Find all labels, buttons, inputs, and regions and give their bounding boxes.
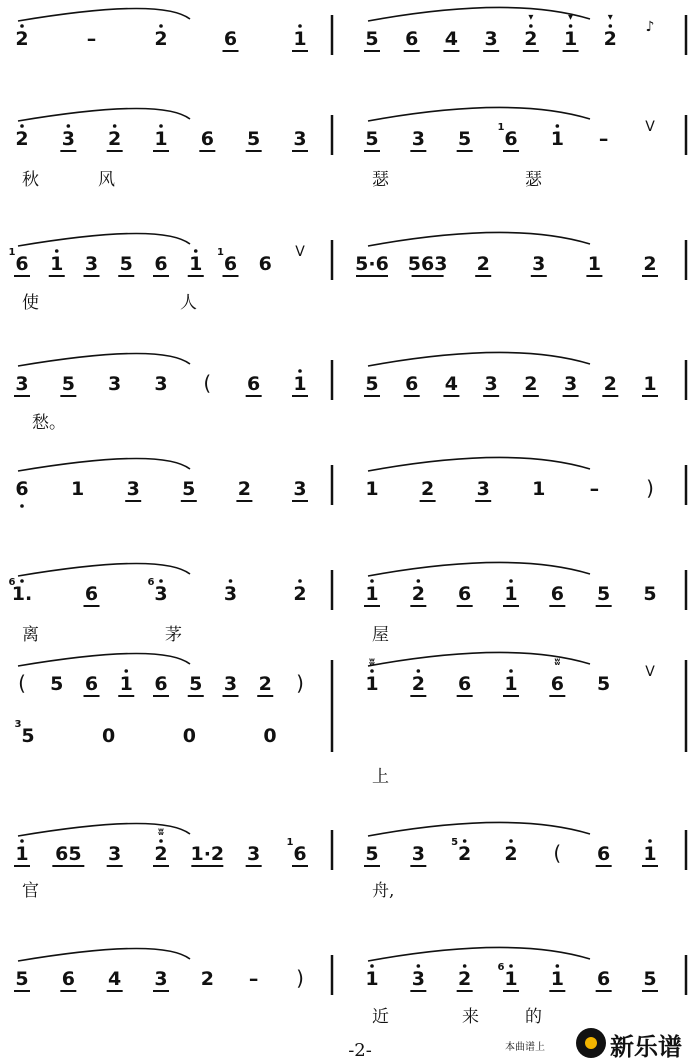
grace-note-n-row-2-seg-0-item-6: 1 (217, 247, 224, 258)
slur-right-row-0 (368, 7, 590, 21)
note-n-row-7-seg-1-item-6: 1 (643, 843, 657, 865)
octave-dot-n-row-6-seg-1-item-1 (417, 669, 421, 673)
lyric-row-2-word-0: 使 (22, 293, 39, 313)
slur-right-row-5 (368, 562, 590, 576)
note-n-row-4-seg-1-item-2: 3 (476, 478, 490, 500)
lyric-row-7-word-1: 舟, (372, 881, 395, 901)
paren-n-row-4-seg-1-item-5: ) (646, 476, 654, 500)
grace-note-n-row-5-seg-0-item-2: 6 (147, 577, 155, 588)
note-n-row-4-seg-0-item-4: 2 (237, 478, 252, 500)
note-n-row-1-seg-1-item-0: 5 (365, 128, 379, 150)
note-n-row-0-seg-1-item-1: 6 (405, 28, 419, 50)
octave-dot-n-row-8-seg-1-item-0 (370, 964, 374, 968)
lyric-row-5-word-1: 茅 (165, 625, 182, 645)
note-n-row-8-seg-1-item-2: 2 (458, 968, 472, 990)
note-n-row-5-seg-0-item-3: 3 (223, 583, 238, 605)
octave-dot-n-row-8-seg-1-item-1 (417, 964, 421, 968)
ornament-n-row-6-seg-1-item-4: ʬ (554, 657, 561, 668)
note-n-row-7-seg-1-item-1: 3 (411, 843, 425, 865)
grace-note-n-row-7-seg-0-item-6: 1 (286, 837, 294, 848)
note-n-row-0-seg-0-item-3: 6 (223, 28, 238, 50)
breath-mark-n-row-0-seg-1-item-7: ♪ (645, 19, 655, 35)
note-n-row-3-seg-1-item-2: 4 (444, 373, 459, 395)
note-n-row-2-seg-0-item-1: 1 (50, 253, 64, 275)
note-n-row-3-seg-1-item-6: 2 (603, 373, 617, 395)
note-n-row-7-seg-0-item-5: 3 (247, 843, 261, 865)
ornament-n-row-6-seg-1-item-0: ʬ (369, 657, 375, 668)
note-n-row-8-seg-0-item-0: 5 (15, 968, 29, 990)
breath-mark-n-row-1-seg-1-item-6: V (645, 119, 655, 135)
grace-note-n-row-5-seg-0-item-0: 6 (8, 577, 16, 588)
note-n-row-4-seg-0-item-0: 6 (15, 478, 29, 500)
note-n-row-0-seg-0-item-0: 2 (15, 28, 29, 50)
note-n-row-6-seg-1-item-5: 5 (597, 673, 611, 695)
note-n-row-0-seg-1-item-0: 5 (365, 28, 379, 50)
note-n-row-8-seg-0-item-4: 2 (200, 968, 214, 990)
octave-dot-n-row-1-seg-0-item-2 (113, 124, 117, 128)
octave-dot-n-row-3-seg-0-item-6 (298, 369, 302, 373)
note-n-row-6-seg-0-item-6: 3 (223, 673, 238, 695)
note-n-row-3-seg-1-item-4: 2 (524, 373, 538, 395)
slur-right-row-3 (368, 352, 590, 366)
note-n-row-1-seg-0-item-2: 2 (108, 128, 122, 150)
slur-left-row-1 (18, 108, 190, 121)
octave-dot-n-row-7-seg-1-item-2 (463, 839, 467, 843)
note-n-row-8-seg-0-item-3: 3 (154, 968, 168, 990)
note-n-row-4-seg-0-item-1: 1 (70, 478, 85, 500)
note-n-row-3-seg-0-item-3: 3 (154, 373, 168, 395)
note-n-row-5-seg-1-item-4: 6 (550, 583, 564, 605)
grace-note-n-row-1-seg-1-item-3: 1 (497, 122, 505, 133)
note-sub-row-6-seg-2-item-2: 0 (182, 725, 196, 747)
slur-left-row-8 (18, 948, 190, 961)
note-n-row-4-seg-1-item-3: 1 (532, 478, 546, 500)
note-n-row-1-seg-1-item-4: 1 (550, 128, 564, 150)
note-n-row-4-seg-0-item-5: 3 (293, 478, 307, 500)
note-sub-row-6-seg-2-item-1: 0 (102, 725, 116, 747)
breath-mark-n-row-2-seg-0-item-8: V (295, 244, 305, 260)
octave-dot-n-row-5-seg-0-item-3 (229, 579, 233, 583)
ornament-n-row-7-seg-0-item-3: ʬ (158, 827, 164, 838)
note-n-row-3-seg-0-item-5: 6 (247, 373, 261, 395)
lyric-row-8-word-0: 近 (372, 1007, 389, 1027)
note-n-row-7-seg-1-item-5: 6 (597, 843, 611, 865)
octave-dot-n-row-0-seg-0-item-0 (20, 24, 24, 28)
octave-dot-n-row-7-seg-1-item-6 (648, 839, 652, 843)
note-n-row-3-seg-1-item-3: 3 (484, 373, 498, 395)
octave-dot-n-row-1-seg-1-item-4 (556, 124, 560, 128)
note-n-row-2-seg-0-item-3: 5 (119, 253, 133, 275)
slur-right-row-8 (368, 947, 590, 961)
note-n-row-0-seg-0-item-2: 2 (154, 28, 168, 50)
page-number: -2- (348, 1040, 372, 1061)
octave-dot-n-row-5-seg-1-item-3 (509, 579, 513, 583)
note-n-row-5-seg-1-item-2: 6 (458, 583, 472, 605)
note-n-row-0-seg-1-item-3: 3 (484, 28, 498, 50)
note-n-row-8-seg-0-item-5: – (248, 968, 259, 990)
slur-right-row-7 (368, 822, 590, 836)
note-n-row-5-seg-1-item-6: 5 (643, 583, 657, 605)
octave-dot-n-row-8-seg-1-item-3 (509, 964, 513, 968)
note-n-row-2-seg-0-item-7: 6 (258, 253, 272, 275)
note-n-row-0-seg-0-item-1: – (86, 28, 97, 50)
octave-dot-n-row-5-seg-1-item-1 (417, 579, 421, 583)
lyric-row-1-word-2: 瑟 (372, 170, 389, 190)
octave-dot-n-row-8-seg-1-item-4 (556, 964, 560, 968)
note-n-row-3-seg-0-item-0: 3 (15, 373, 29, 395)
note-n-row-0-seg-1-item-4: 2 (524, 28, 538, 50)
note-n-row-4-seg-0-item-3: 5 (182, 478, 196, 500)
note-n-row-1-seg-1-item-1: 3 (411, 128, 425, 150)
slur-left-row-4 (18, 458, 190, 471)
note-sub-row-6-seg-2-item-3: 0 (263, 725, 277, 747)
note-n-row-2-seg-1-item-4: 1 (587, 253, 602, 275)
note-n-row-4-seg-1-item-1: 2 (420, 478, 435, 500)
slur-left-row-7 (18, 823, 190, 836)
note-n-row-3-seg-0-item-1: 5 (61, 373, 75, 395)
paren-n-row-6-seg-0-item-0: ( (18, 671, 26, 695)
note-n-row-8-seg-1-item-6: 5 (643, 968, 657, 990)
grace-note-n-row-2-seg-0-item-0: 1 (8, 247, 16, 258)
lyric-row-7-word-0: 官 (22, 881, 39, 901)
note-n-row-0-seg-1-item-6: 2 (603, 28, 617, 50)
note-n-row-1-seg-0-item-6: 3 (293, 128, 307, 150)
note-n-row-5-seg-0-item-4: 2 (293, 583, 307, 605)
note-n-row-7-seg-1-item-2: 2 (458, 843, 472, 865)
note-n-row-1-seg-1-item-3: 6 (504, 128, 518, 150)
note-n-row-5-seg-1-item-3: 1 (504, 583, 518, 605)
lyric-row-1-word-0: 秋 (22, 170, 39, 190)
note-n-row-3-seg-0-item-6: 1 (293, 373, 307, 395)
note-n-row-7-seg-0-item-6: 6 (293, 843, 307, 865)
note-n-row-6-seg-1-item-4: 6 (550, 673, 564, 695)
note-n-row-6-seg-1-item-3: 1 (504, 673, 518, 695)
note-n-row-8-seg-0-item-1: 6 (61, 968, 75, 990)
ornament-n-row-0-seg-1-item-4: ▾ (528, 12, 534, 23)
lyric-row-1-word-1: 风 (98, 170, 115, 190)
lyric-row-1-word-3: 瑟 (525, 170, 542, 190)
note-n-row-2-seg-0-item-6: 6 (223, 253, 238, 275)
note-n-row-1-seg-0-item-0: 2 (15, 128, 29, 150)
lyric-row-8-word-1: 来 (462, 1007, 479, 1027)
note-n-row-2-seg-0-item-2: 3 (84, 253, 99, 275)
octave-dot-n-row-1-seg-0-item-3 (159, 124, 163, 128)
note-n-row-7-seg-0-item-1: 65 (55, 843, 82, 865)
paren-n-row-3-seg-0-item-4: ( (203, 371, 212, 395)
note-n-row-8-seg-1-item-1: 3 (411, 968, 425, 990)
note-n-row-5-seg-1-item-0: 1 (365, 583, 379, 605)
note-n-row-2-seg-0-item-0: 6 (15, 253, 29, 275)
octave-dot-n-row-7-seg-1-item-3 (509, 839, 513, 843)
lyric-row-3-word-0: 愁。 (32, 413, 66, 433)
note-n-row-2-seg-1-item-0: 5·6 (355, 253, 389, 275)
note-n-row-3-seg-1-item-7: 1 (643, 373, 657, 395)
note-n-row-7-seg-0-item-3: 2 (154, 843, 168, 865)
paren-n-row-8-seg-0-item-6: ) (296, 966, 304, 990)
octave-dot-n-row-5-seg-0-item-2 (159, 579, 163, 583)
note-n-row-3-seg-1-item-1: 6 (405, 373, 419, 395)
ornament-n-row-0-seg-1-item-6: ▾ (607, 12, 613, 23)
note-n-row-1-seg-0-item-5: 5 (247, 128, 261, 150)
note-n-row-7-seg-0-item-2: 3 (108, 843, 122, 865)
lyric-row-5-word-0: 离 (22, 625, 39, 645)
note-n-row-5-seg-1-item-1: 2 (411, 583, 425, 605)
low-dot-n-row-4-seg-0-item-0 (20, 504, 24, 508)
octave-dot-n-row-0-seg-1-item-4 (529, 24, 533, 28)
slur-left-row-3 (18, 353, 190, 366)
paren-n-row-6-seg-0-item-8: ) (296, 671, 304, 695)
slur-left-row-5 (18, 563, 190, 576)
slur-left-row-6 (18, 653, 190, 666)
octave-dot-n-row-5-seg-0-item-4 (298, 579, 302, 583)
ornament-n-row-0-seg-1-item-5: ▾ (568, 12, 574, 23)
note-n-row-1-seg-0-item-3: 1 (154, 128, 168, 150)
note-n-row-1-seg-0-item-4: 6 (200, 128, 214, 150)
note-n-row-4-seg-1-item-0: 1 (365, 478, 379, 500)
slur-right-row-2 (368, 232, 590, 246)
grace-note-n-row-7-seg-1-item-2: 5 (451, 837, 459, 848)
octave-dot-n-row-0-seg-0-item-4 (298, 24, 302, 28)
note-n-row-7-seg-1-item-0: 5 (365, 843, 379, 865)
octave-dot-n-row-0-seg-0-item-2 (159, 24, 163, 28)
logo-text: 新乐谱 (610, 1033, 682, 1061)
octave-dot-n-row-2-seg-0-item-1 (55, 249, 59, 253)
note-n-row-0-seg-0-item-4: 1 (293, 28, 307, 50)
footer-note: 本曲谱上 (505, 1042, 545, 1053)
note-n-row-8-seg-1-item-5: 6 (597, 968, 611, 990)
note-n-row-3-seg-0-item-2: 3 (108, 373, 122, 395)
note-n-row-3-seg-1-item-5: 3 (563, 373, 578, 395)
note-n-row-6-seg-1-item-0: 1 (365, 673, 379, 695)
note-n-row-6-seg-1-item-1: 2 (411, 673, 425, 695)
paren-n-row-7-seg-1-item-4: ( (553, 841, 562, 865)
note-sub-row-6-seg-2-item-0: 5 (21, 725, 35, 747)
octave-dot-n-row-0-seg-1-item-5 (569, 24, 573, 28)
slur-left-row-0 (18, 8, 190, 21)
slur-left-row-2 (18, 233, 190, 246)
note-n-row-8-seg-1-item-3: 1 (504, 968, 518, 990)
note-n-row-5-seg-0-item-2: 3 (154, 583, 168, 605)
note-n-row-2-seg-0-item-5: 1 (189, 253, 203, 275)
octave-dot-n-row-7-seg-0-item-0 (20, 839, 24, 843)
note-n-row-1-seg-0-item-1: 3 (61, 128, 75, 150)
octave-dot-n-row-6-seg-1-item-3 (509, 669, 513, 673)
note-n-row-0-seg-1-item-5: 1 (563, 28, 578, 50)
octave-dot-n-row-5-seg-1-item-0 (370, 579, 374, 583)
note-n-row-3-seg-1-item-0: 5 (365, 373, 379, 395)
logo-disc-icon (576, 1028, 606, 1058)
lyric-row-8-word-2: 的 (525, 1007, 542, 1027)
note-n-row-6-seg-1-item-2: 6 (458, 673, 472, 695)
note-n-row-8-seg-0-item-2: 4 (108, 968, 122, 990)
note-n-row-8-seg-1-item-0: 1 (365, 968, 379, 990)
slur-right-row-4 (368, 457, 590, 471)
note-n-row-2-seg-1-item-2: 2 (476, 253, 490, 275)
note-n-row-2-seg-0-item-4: 6 (154, 253, 168, 275)
octave-dot-n-row-6-seg-0-item-3 (124, 669, 128, 673)
lyric-row-5-word-2: 屋 (372, 625, 389, 645)
octave-dot-n-row-8-seg-1-item-2 (463, 964, 467, 968)
note-n-row-8-seg-1-item-4: 1 (550, 968, 564, 990)
octave-dot-n-row-7-seg-0-item-3 (159, 839, 163, 843)
octave-dot-n-row-2-seg-0-item-5 (194, 249, 198, 253)
note-n-row-1-seg-1-item-5: – (598, 128, 609, 150)
octave-dot-n-row-1-seg-0-item-1 (67, 124, 71, 128)
note-n-row-7-seg-1-item-3: 2 (504, 843, 518, 865)
octave-dot-n-row-6-seg-1-item-0 (370, 669, 374, 673)
note-n-row-6-seg-0-item-5: 5 (189, 673, 203, 695)
note-n-row-6-seg-0-item-2: 6 (84, 673, 99, 695)
note-n-row-6-seg-0-item-3: 1 (119, 673, 133, 695)
note-n-row-7-seg-0-item-4: 1·2 (190, 843, 225, 865)
grace-note-sub-row-6-seg-2-item-0: 3 (14, 719, 22, 730)
note-n-row-5-seg-0-item-1: 6 (84, 583, 99, 605)
lyric-row-2-word-1: 人 (180, 293, 197, 313)
octave-dot-n-row-1-seg-0-item-0 (20, 124, 24, 128)
note-n-row-4-seg-1-item-4: – (589, 478, 600, 500)
note-n-row-6-seg-0-item-7: 2 (258, 673, 272, 695)
note-n-row-2-seg-1-item-1: 563 (407, 253, 448, 275)
note-n-row-2-seg-1-item-3: 3 (532, 253, 546, 275)
note-n-row-7-seg-0-item-0: 1 (15, 843, 29, 865)
note-n-row-5-seg-0-item-0: 1. (11, 583, 33, 605)
note-n-row-6-seg-0-item-4: 6 (154, 673, 168, 695)
breath-mark-n-row-6-seg-1-item-6: V (645, 664, 655, 680)
note-n-row-1-seg-1-item-2: 5 (458, 128, 472, 150)
lyric-row-6-word-0: 上 (372, 767, 389, 787)
note-n-row-0-seg-1-item-2: 4 (444, 28, 459, 50)
note-n-row-6-seg-0-item-1: 5 (50, 673, 64, 695)
note-n-row-2-seg-1-item-5: 2 (643, 253, 657, 275)
octave-dot-n-row-5-seg-0-item-0 (20, 579, 24, 583)
note-n-row-5-seg-1-item-5: 5 (597, 583, 611, 605)
octave-dot-n-row-0-seg-1-item-6 (608, 24, 612, 28)
slur-right-row-1 (368, 107, 590, 121)
note-n-row-4-seg-0-item-2: 3 (126, 478, 140, 500)
grace-note-n-row-8-seg-1-item-3: 6 (497, 962, 505, 973)
